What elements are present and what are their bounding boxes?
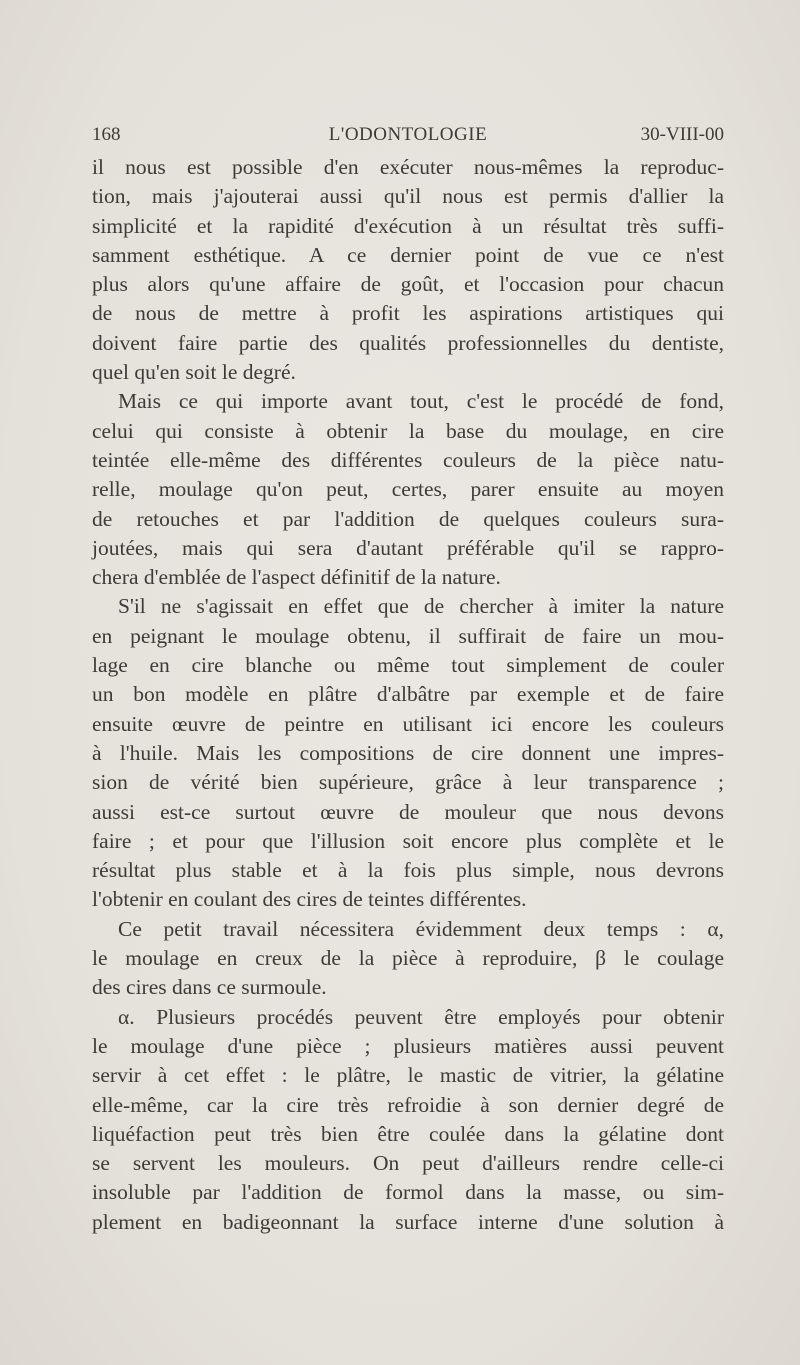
text-line: Ce petit travail nécessitera évidemment deux temps : α, bbox=[118, 916, 724, 941]
text-line: doivent faire partie des qualités professionnelles du dentiste, bbox=[92, 330, 724, 355]
text-line: plus alors qu'une affaire de goût, et l'occasion pour chacun bbox=[92, 272, 724, 297]
text-line: faire ; et pour que l'illusion soit encore plus complète et le bbox=[92, 828, 724, 853]
text-line: l'obtenir en coulant des cires de teintes différentes. bbox=[92, 887, 527, 912]
text-line: un bon modèle en plâtre d'albâtre par exemple et de faire bbox=[92, 682, 724, 707]
text-line: de retouches et par l'addition de quelques couleurs sura- bbox=[92, 506, 724, 531]
text-line: teintée elle-même des différentes couleurs de la pièce natu- bbox=[92, 447, 724, 472]
text-line: des cires dans ce surmoule. bbox=[92, 975, 327, 1000]
text-line: il nous est possible d'en exécuter nous-mêmes la reproduc- bbox=[92, 155, 724, 179]
text-line: le moulage d'une pièce ; plusieurs matières aussi peuvent bbox=[92, 1033, 724, 1058]
body-text bbox=[92, 153, 724, 1237]
text-line: insoluble par l'addition de formol dans la masse, ou sim- bbox=[92, 1180, 724, 1205]
text-line: sion de vérité bien supérieure, grâce à leur transparence ; bbox=[92, 770, 724, 795]
text-line: elle-même, car la cire très refroidie à son dernier degré de bbox=[92, 1092, 724, 1117]
text-line: celui qui consiste à obtenir la base du moulage, en cire bbox=[92, 418, 724, 443]
text-line: liquéfaction peut très bien être coulée dans la gélatine dont bbox=[92, 1121, 724, 1146]
text-line: S'il ne s'agissait en effet que de chercher à imiter la nature bbox=[118, 594, 724, 619]
text-line: relle, moulage qu'on peut, certes, parer ensuite au moyen bbox=[92, 477, 724, 502]
text-line: samment esthétique. A ce dernier point de vue ce n'est bbox=[92, 242, 724, 267]
text-line: joutées, mais qui sera d'autant préférable qu'il se rappro- bbox=[92, 535, 724, 560]
page-number: 168 bbox=[92, 124, 121, 145]
text-line: ensuite œuvre de peintre en utilisant ici encore les couleurs bbox=[92, 711, 724, 736]
running-head bbox=[92, 120, 724, 150]
text-line: à l'huile. Mais les compositions de cire donnent une impres- bbox=[92, 740, 724, 765]
text-line: en peignant le moulage obtenu, il suffirait de faire un mou- bbox=[92, 623, 724, 648]
text-line: tion, mais j'ajouterai aussi qu'il nous est permis d'allier la bbox=[92, 184, 724, 209]
text-line: aussi est-ce surtout œuvre de mouleur que nous devons bbox=[92, 799, 724, 824]
issue-date: 30-VIII-00 bbox=[640, 124, 724, 145]
text-line: se servent les mouleurs. On peut d'ailleurs rendre celle-ci bbox=[92, 1151, 724, 1176]
text-line: α. Plusieurs procédés peuvent être employés pour obtenir bbox=[118, 1004, 724, 1029]
text-line: lage en cire blanche ou même tout simplement de couler bbox=[92, 653, 724, 678]
text-line: servir à cet effet : le plâtre, le mastic de vitrier, la gélatine bbox=[92, 1063, 724, 1088]
text-line: résultat plus stable et à la fois plus simple, nous devrons bbox=[92, 858, 724, 883]
text-line: quel qu'en soit le degré. bbox=[92, 360, 296, 385]
text-line: Mais ce qui importe avant tout, c'est le procédé de fond, bbox=[118, 389, 724, 414]
text-line: simplicité et la rapidité d'exécution à un résultat très suffi- bbox=[92, 213, 724, 238]
text-line: chera d'emblée de l'aspect définitif de la nature. bbox=[92, 565, 501, 590]
journal-title: L'ODONTOLOGIE bbox=[328, 124, 488, 145]
text-line: de nous de mettre à profit les aspirations artistiques qui bbox=[92, 301, 724, 326]
text-line: plement en badigeonnant la surface interne d'une solution à bbox=[92, 1209, 724, 1234]
text-line: le moulage en creux de la pièce à reproduire, β le coulage bbox=[92, 946, 724, 971]
